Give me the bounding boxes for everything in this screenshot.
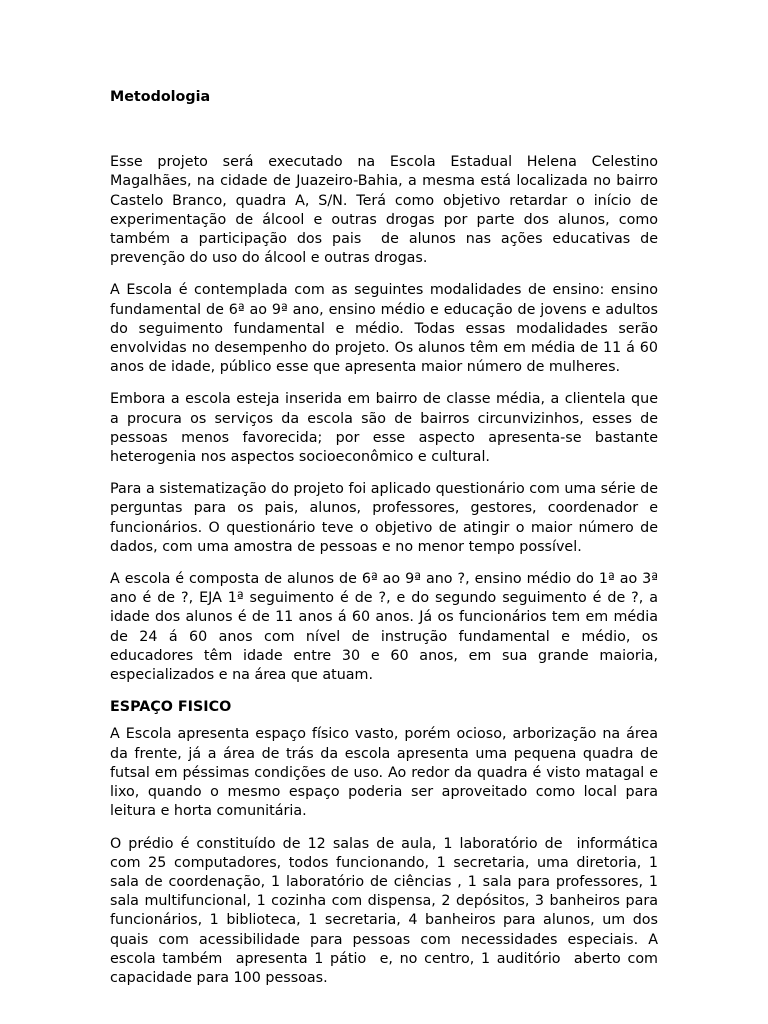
paragraph-3: Embora a escola esteja inserida em bairro de classe média, a clientela que a procura os serviços da escola são de bairros circunvizinhos, esses de pessoas menos favorecida; por esse aspecto apresenta-se bastante heterogenia nos aspectos socioeconômico e cultural.: [110, 391, 663, 466]
paragraph-7: O prédio é constituído de 12 salas de aula, 1 laboratório de informática com 25 computadores, todos funcionando, 1 secretaria, uma diretoria, 1 sala de coordenação, 1 laboratório de ciências , 1 sala para professores, 1 sala multifuncional, 1 cozinha com dispensa, 2 depósitos, 3 banheiros para funcionários, 1 biblioteca, 1 secretaria, 4 banheiros para alunos, um dos quais com acessibilidade para pessoas com necessidades especiais. A escola também apresenta 1 pátio e, no centro, 1 auditório aberto com capacidade para 100 pessoas.: [110, 835, 663, 986]
paragraph-4: Para a sistematização do projeto foi aplicado questionário com uma série de perguntas para os pais, alunos, professores, gestores, coordenador e funcionários. O questionário teve o objetivo de atingir o maior número de dados, com uma amostra de pessoas e no menor tempo possível.: [110, 481, 663, 555]
section-heading-metodologia: Metodologia: [110, 89, 211, 105]
paragraph-1: Esse projeto será executado na Escola Estadual Helena Celestino Magalhães, na cidade de Juazeiro-Bahia, a mesma está localizada no bairro Castelo Branco, quadra A, S/N. Terá como objetivo retardar o início de experimentação de álcool e outras drogas por parte dos alunos, como também a participação dos pais de alunos nas ações educativas de prevenção do uso do álcool e outras drogas.: [110, 154, 663, 267]
section-heading-espaco-fisico: ESPAÇO FISICO: [110, 699, 232, 716]
paragraph-2: A Escola é contemplada com as seguintes modalidades de ensino: ensino fundamental de 6ª ao 9ª ano, ensino médio e educação de jovens e adultos do seguimento fundamental e médio. Todas essas modalidades serão envolvidas no desempenho do projeto. Os alunos têm em média de 11 á 60 anos de idade, público esse que apresenta maior número de mulheres.: [110, 282, 663, 376]
document-body: [110, 88, 663, 1001]
paragraph-6: A Escola apresenta espaço físico vasto, porém ocioso, arborização na área da frente, já a área de trás da escola apresenta uma pequena quadra de futsal em péssimas condições de uso. Ao redor da quadra é visto matagal e lixo, quando o mesmo espaço poderia ser aproveitado como local para leitura e horta comunitária.: [110, 726, 663, 820]
paragraph-5: A escola é composta de alunos de 6ª ao 9ª ano ?, ensino médio do 1ª ao 3ª ano é de ?, EJA 1ª seguimento é de ?, e do segundo seguimento é de ?, a idade dos alunos é de 11 anos á 60 anos. Já os funcionários tem em média de 24 á 60 anos com nível de instrução fundamental e médio, os educadores têm idade entre 30 e 60 anos, em sua grande maioria, especializados e na área que atuam.: [110, 571, 663, 684]
